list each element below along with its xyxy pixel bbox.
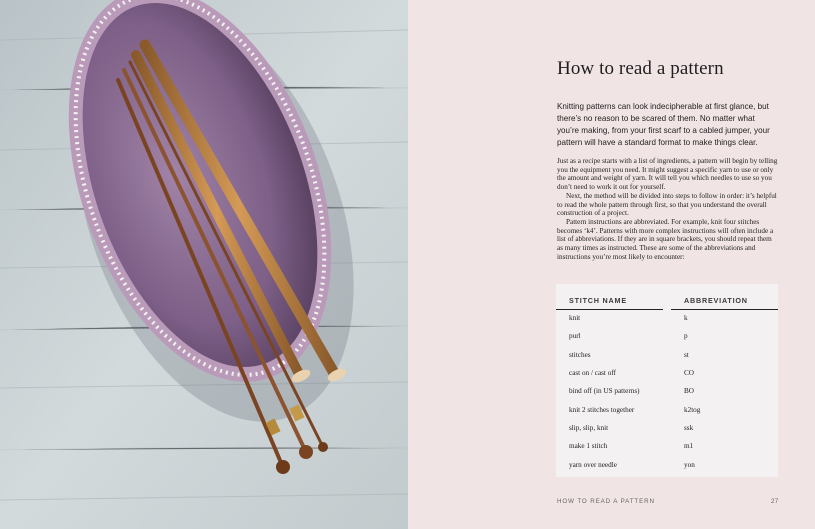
table-row [556,421,778,439]
body-paragraph: Pattern instructions are abbreviated. For example, knit four stitches becomes ‘k4’. Patterns with more complex instructions will often include a list of abbreviations. If they are in square brackets, you should repeat them as many times as instructed. These are some of the abbreviations and instructions you’re most likely to encounter: [557,217,774,261]
table-row [556,458,778,476]
stitch-name: knit 2 stitches together [569,406,635,414]
table-row [556,329,778,347]
stitch-name: yarn over needle [569,461,617,469]
body-text [557,157,779,261]
table-header-stitch-name: STITCH NAME [569,296,627,305]
stitch-name: make 1 stitch [569,442,608,450]
page-title: How to read a pattern [557,58,724,79]
table-row [556,311,778,329]
table-row [556,439,778,457]
stitch-abbreviation: k2tog [684,406,701,414]
body-paragraph: Just as a recipe starts with a list of ingredients, a pattern will begin by telling you the equipment you need. It might suggest a specific yarn to use or only the amount and weight of yarn. It will tell you which needles to use so you don’t need to work it out for yourself. [557,157,778,192]
header-rule [671,309,778,310]
stitch-abbreviation: BO [684,387,694,395]
stitch-name: slip, slip, knit [569,424,609,432]
stitch-name: bind off (in US patterns) [569,387,640,395]
page-number: 27 [771,498,779,505]
stitch-name: knit [569,314,581,322]
text-page [408,0,815,529]
stitch-abbreviation: p [684,332,688,340]
stitch-abbreviation: st [684,351,689,359]
table-row [556,366,778,384]
stitch-name: purl [569,332,581,340]
body-paragraph: Next, the method will be divided into steps to follow in order: it’s helpful to read the whole pattern through first, so that you understand the overall construction of a project. [557,191,777,218]
stitch-abbreviation: yon [684,461,695,469]
table-row [556,348,778,366]
stitch-abbreviation: ssk [684,424,694,432]
stitch-name: cast on / cast off [569,369,616,377]
table-row [556,384,778,402]
table-header-abbreviation: ABBREVIATION [684,296,748,305]
stitch-abbreviation: CO [684,369,694,377]
intro-paragraph: Knitting patterns can look indecipherable at first glance, but there’s no reason to be scared of them. No matter what you’re making, from your first scarf to a cabled jumper, your pattern will have a standard format to make things clear. [557,102,770,147]
running-head: HOW TO READ A PATTERN [557,498,655,505]
stitch-abbreviation: k [684,314,688,322]
stitch-abbreviation: m1 [684,442,694,450]
header-rule [556,309,663,310]
table-row [556,403,778,421]
stitch-name: stitches [569,351,591,359]
abbreviations-table [556,284,778,477]
